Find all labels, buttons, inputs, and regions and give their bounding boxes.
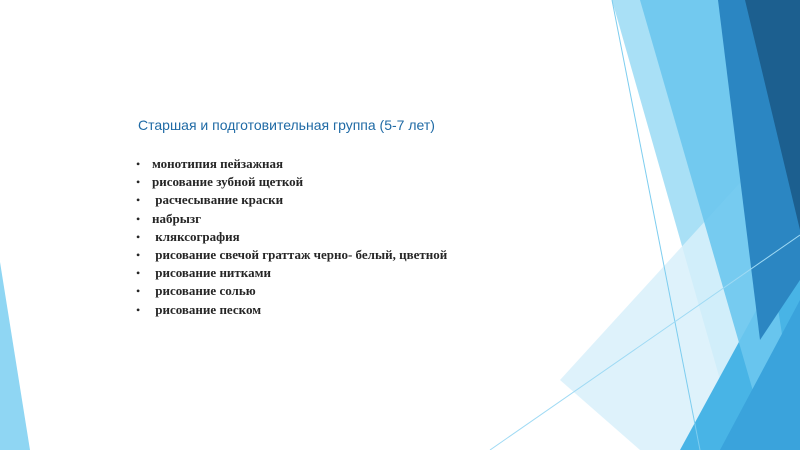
bullet-icon: • bbox=[136, 157, 141, 171]
slide-title: Старшая и подготовительная группа (5-7 лет) bbox=[138, 117, 435, 133]
bullet-icon: • bbox=[136, 175, 141, 190]
left-edge-shape bbox=[0, 262, 30, 450]
bullet-icon: • bbox=[136, 229, 141, 244]
list-item bbox=[136, 191, 447, 209]
list-item-text: кляксография bbox=[152, 228, 240, 244]
bullet-icon: • bbox=[136, 266, 141, 281]
list-item bbox=[136, 210, 447, 228]
list-item-text: рисование нитками bbox=[152, 265, 271, 281]
list-item-text: рисование свечой граттаж черно- белый, цветной bbox=[152, 246, 448, 262]
list-item bbox=[136, 282, 447, 300]
bullet-icon: • bbox=[136, 247, 141, 262]
list-item bbox=[136, 173, 447, 191]
list-item-text: рисование песком bbox=[152, 301, 262, 317]
activity-list bbox=[136, 155, 447, 319]
list-item bbox=[136, 301, 447, 319]
bullet-icon: • bbox=[136, 284, 141, 299]
bullet-icon: • bbox=[136, 302, 141, 317]
list-item-text: расчесывание краски bbox=[152, 192, 284, 208]
list-item-text: рисование зубной щеткой bbox=[152, 174, 304, 190]
list-item bbox=[136, 155, 447, 173]
list-item bbox=[136, 228, 447, 246]
list-item-text: рисование солью bbox=[152, 283, 256, 299]
bullet-icon: • bbox=[136, 211, 141, 226]
list-item bbox=[136, 264, 447, 282]
list-item bbox=[136, 246, 447, 264]
list-item-text: набрызг bbox=[152, 210, 201, 226]
list-item-text: монотипия пейзажная bbox=[152, 156, 284, 171]
bullet-icon: • bbox=[136, 193, 141, 208]
